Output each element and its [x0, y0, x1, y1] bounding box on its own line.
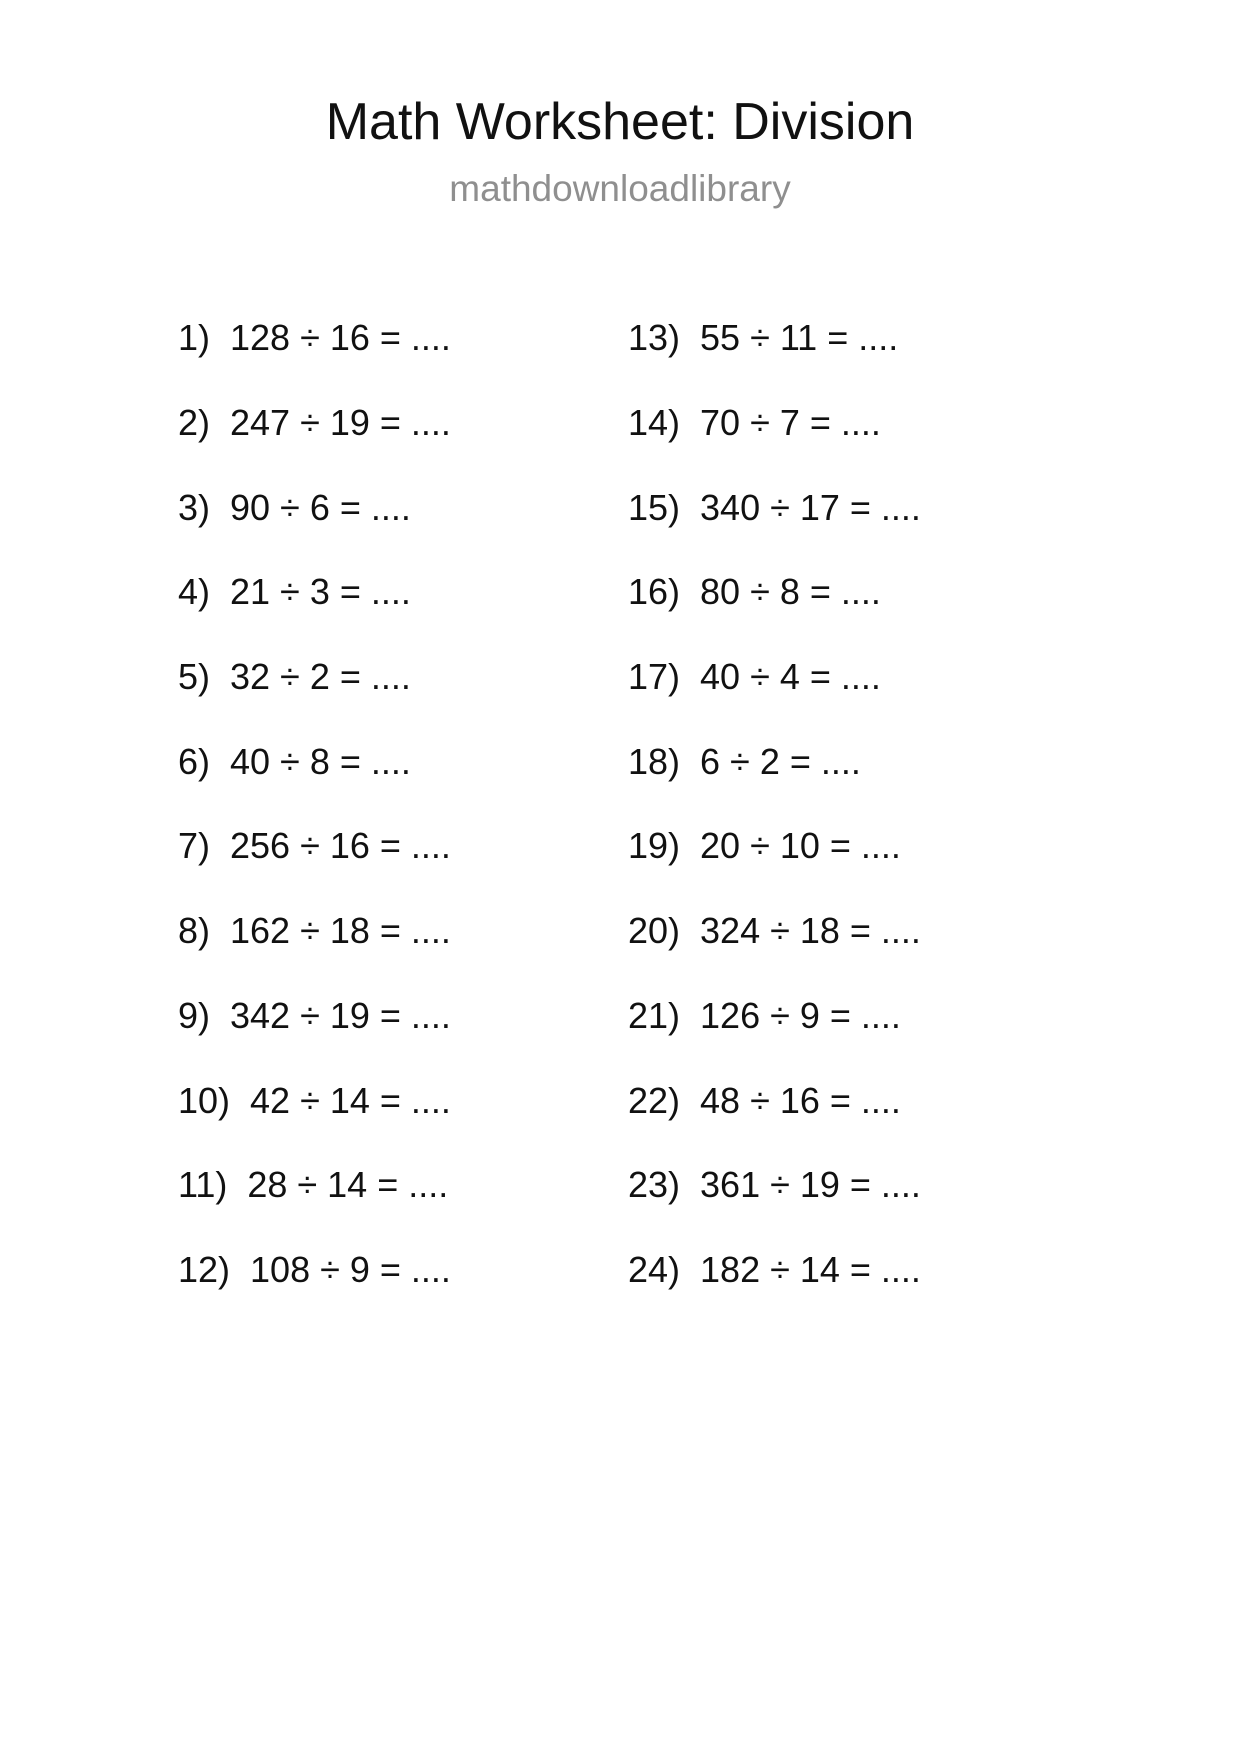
problem-number: 9)	[178, 994, 211, 1036]
problem-row	[628, 635, 921, 720]
problem-row	[628, 550, 921, 635]
problem-row	[178, 974, 628, 1059]
problem-row	[178, 889, 628, 974]
problem-row	[178, 635, 628, 720]
problem-row	[178, 804, 628, 889]
problem-row	[178, 1143, 628, 1228]
problem-row	[628, 974, 921, 1059]
problem-number: 18)	[628, 740, 681, 782]
problem-row	[628, 296, 921, 381]
problem-number: 21)	[628, 994, 681, 1036]
left-column	[178, 296, 628, 1312]
problem-row	[178, 465, 628, 550]
problem-number: 2)	[178, 402, 211, 444]
problem-number: 8)	[178, 910, 211, 952]
problem-expression: 247 ÷ 19 = ....	[230, 402, 451, 444]
problem-expression: 256 ÷ 16 = ....	[230, 825, 451, 867]
problem-row	[178, 1058, 628, 1143]
problem-row	[178, 550, 628, 635]
problem-expression: 20 ÷ 10 = ....	[700, 825, 901, 867]
problem-number: 23)	[628, 1164, 681, 1206]
page-subtitle: mathdownloadlibrary	[449, 168, 791, 209]
problem-number: 22)	[628, 1079, 681, 1121]
problem-expression: 32 ÷ 2 = ....	[230, 656, 411, 698]
problem-number: 10)	[178, 1079, 231, 1121]
problem-number: 5)	[178, 656, 211, 698]
problem-row	[628, 889, 921, 974]
problem-expression: 70 ÷ 7 = ....	[700, 402, 881, 444]
problem-expression: 28 ÷ 14 = ....	[247, 1164, 449, 1206]
problem-number: 19)	[628, 825, 681, 867]
problem-number: 24)	[628, 1248, 681, 1290]
problem-expression: 361 ÷ 19 = ....	[700, 1164, 921, 1206]
problem-number: 15)	[628, 486, 681, 528]
problem-expression: 40 ÷ 4 = ....	[700, 656, 881, 698]
problem-number: 3)	[178, 486, 211, 528]
problem-row	[628, 719, 921, 804]
problem-row	[178, 719, 628, 804]
page-title: Math Worksheet: Division	[325, 93, 915, 151]
problem-expression: 162 ÷ 18 = ....	[230, 910, 451, 952]
problem-expression: 324 ÷ 18 = ....	[700, 910, 921, 952]
problem-row	[178, 381, 628, 466]
problem-number: 17)	[628, 656, 681, 698]
problem-number: 13)	[628, 317, 681, 359]
problem-row	[628, 381, 921, 466]
problem-expression: 90 ÷ 6 = ....	[230, 486, 411, 528]
problem-number: 4)	[178, 571, 211, 613]
problem-expression: 340 ÷ 17 = ....	[700, 486, 921, 528]
problem-number: 7)	[178, 825, 211, 867]
problem-expression: 40 ÷ 8 = ....	[230, 740, 411, 782]
problem-expression: 126 ÷ 9 = ....	[700, 994, 901, 1036]
problem-number: 11)	[178, 1164, 228, 1206]
problem-expression: 21 ÷ 3 = ....	[230, 571, 411, 613]
problem-number: 14)	[628, 402, 681, 444]
problem-row	[628, 1228, 921, 1313]
problem-expression: 48 ÷ 16 = ....	[700, 1079, 901, 1121]
problem-expression: 182 ÷ 14 = ....	[700, 1248, 921, 1290]
problem-number: 6)	[178, 740, 211, 782]
problem-row	[178, 1228, 628, 1313]
problem-number: 12)	[178, 1248, 231, 1290]
problem-number: 16)	[628, 571, 681, 613]
problem-number: 20)	[628, 910, 681, 952]
problem-expression: 342 ÷ 19 = ....	[230, 994, 451, 1036]
problem-row	[628, 1143, 921, 1228]
problem-expression: 42 ÷ 14 = ....	[250, 1079, 451, 1121]
right-column	[628, 296, 921, 1312]
problems-area	[178, 296, 921, 1312]
problem-expression: 108 ÷ 9 = ....	[250, 1248, 451, 1290]
worksheet-header	[0, 93, 1240, 209]
problem-row	[628, 1058, 921, 1143]
problem-number: 1)	[178, 317, 211, 359]
problem-expression: 55 ÷ 11 = ....	[700, 317, 899, 359]
problem-expression: 6 ÷ 2 = ....	[700, 740, 861, 782]
problem-expression: 80 ÷ 8 = ....	[700, 571, 881, 613]
problem-expression: 128 ÷ 16 = ....	[230, 317, 451, 359]
problem-row	[628, 465, 921, 550]
problem-row	[628, 804, 921, 889]
problem-row	[178, 296, 628, 381]
